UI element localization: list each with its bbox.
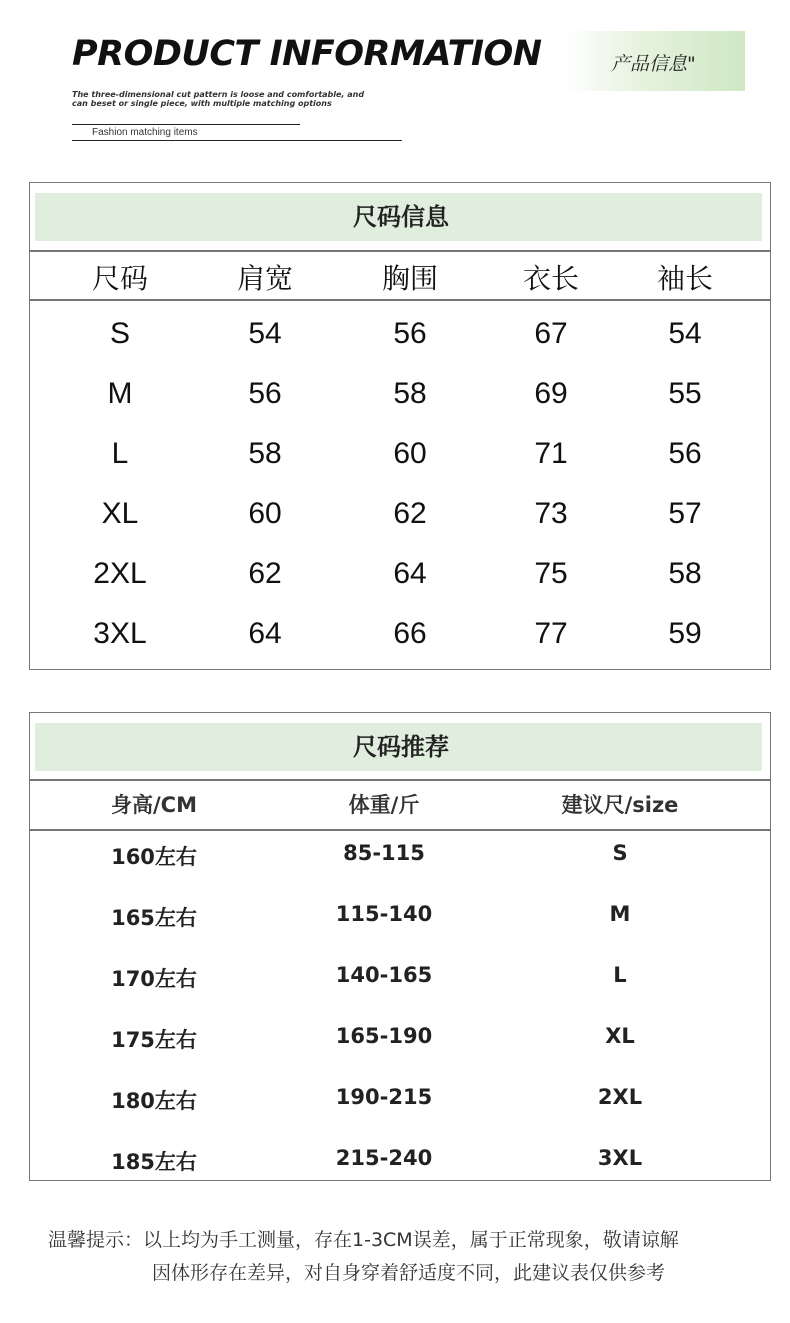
divider-line [30,299,770,301]
table-cell: 165左右 [111,906,197,930]
table-cell: 58 [668,557,702,590]
table-cell: 56 [248,377,282,410]
table-cell: 140-165 [335,963,433,987]
fashion-label: Fashion matching items [92,127,198,138]
divider-line [72,124,300,125]
table-cell: 77 [534,617,568,650]
divider-line [30,250,770,252]
table-cell: 165-190 [335,1024,433,1048]
table-cell: 180左右 [111,1089,197,1113]
table-cell: 73 [534,497,568,530]
table-cell: 60 [393,437,427,470]
table-cell: 71 [534,437,568,470]
header-badge [565,31,745,91]
column-header: 胸围 [381,262,439,295]
table-cell: 75 [534,557,568,590]
table-cell: 54 [668,317,702,350]
table-cell: XL [605,1024,635,1048]
column-header: 衣长 [522,262,580,295]
subtitle-line-1: The three-dimensional cut pattern is loose and comfortable, and [72,90,365,99]
table-cell: 59 [668,617,702,650]
table-cell: 56 [668,437,702,470]
table-cell: 64 [393,557,427,590]
size-info-table [29,182,771,670]
table-cell: S [109,317,131,350]
table-cell: 57 [668,497,702,530]
divider-line [30,829,770,831]
table-cell: 58 [248,437,282,470]
table-cell: 175左右 [111,1028,197,1052]
note-line-1: 温馨提示：以上均为手工测量，存在1-3CM误差，属于正常现象，敬请谅解 [48,1229,679,1251]
column-header: 袖长 [656,262,714,295]
table-cell: M [107,377,133,410]
page-subtitle [72,90,392,108]
table-title: 尺码信息 [353,203,449,231]
column-header: 身高/CM [111,793,197,817]
table-cell: 3XL [93,617,147,650]
divider-line [30,779,770,781]
note-line-2: 因体形存在差异，对自身穿着舒适度不同，此建议表仅供参考 [152,1262,666,1284]
table-cell: M [609,902,631,926]
size-recommend-table [29,712,771,1181]
table-cell: 3XL [597,1146,643,1170]
subtitle-line-2: can beset or single piece, with multiple matching options [72,99,332,108]
table-cell: 62 [248,557,282,590]
table-cell: 190-215 [335,1085,433,1109]
table-cell: 55 [668,377,702,410]
table-cell: 170左右 [111,967,197,991]
column-header: 建议尺/size [561,793,679,817]
table-cell: 115-140 [335,902,433,926]
table-cell: 185左右 [111,1150,197,1174]
column-header: 肩宽 [236,262,294,295]
table-cell: 64 [248,617,282,650]
table-cell: L [613,963,627,987]
table-cell: 67 [534,317,568,350]
page-header [0,0,790,160]
table-cell: S [612,841,628,865]
table-cell: 56 [393,317,427,350]
table-title: 尺码推荐 [353,733,449,761]
table-cell: 60 [248,497,282,530]
badge-text: 产品信息" [611,53,696,75]
table-cell: XL [101,497,139,530]
column-header: 体重/斤 [348,793,420,817]
table-cell: 69 [534,377,568,410]
table-cell: 85-115 [343,841,425,865]
table-cell: L [111,437,129,470]
table-cell: 160左右 [111,845,197,869]
column-header: 尺码 [91,262,149,295]
divider-line [72,140,402,141]
table-cell: 66 [393,617,427,650]
table-cell: 62 [393,497,427,530]
table-cell: 58 [393,377,427,410]
page-title: PRODUCT INFORMATION [72,34,542,74]
table-cell: 215-240 [335,1146,433,1170]
table-cell: 2XL [93,557,147,590]
table-cell: 2XL [597,1085,643,1109]
table-cell: 54 [248,317,282,350]
